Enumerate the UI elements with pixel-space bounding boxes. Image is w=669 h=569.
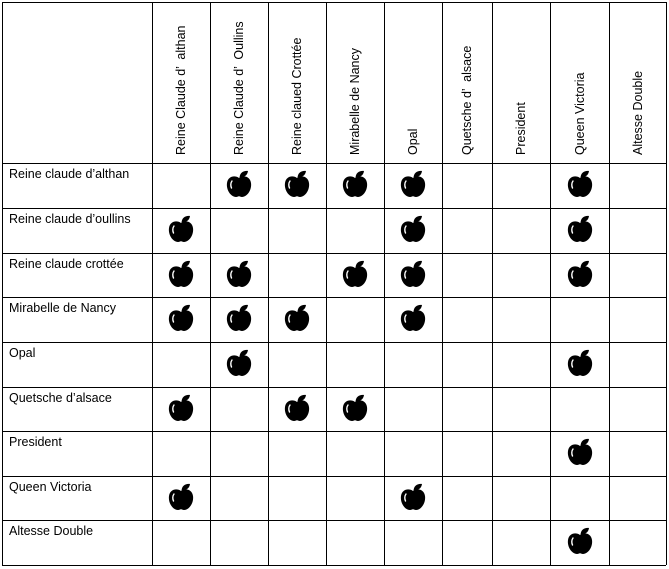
grid-line-horizontal [2,2,666,3]
row-label: Queen Victoria [9,480,92,494]
fruit-icon [340,259,370,289]
column-header-label: President [514,102,528,155]
fruit-icon [282,393,312,423]
fruit-icon [224,348,254,378]
grid-line-horizontal [2,253,666,254]
grid-line-horizontal [2,163,666,164]
grid-line-vertical [666,2,667,565]
column-header-label: Mirabelle de Nancy [348,48,362,155]
row-label: Reine claude d’oullins [9,212,131,226]
grid-line-horizontal [2,476,666,477]
fruit-icon [340,393,370,423]
grid-line-horizontal [2,342,666,343]
fruit-icon [565,526,595,556]
fruit-icon [565,348,595,378]
grid-line-vertical [492,2,493,565]
column-header-label: Reine Claude d’ Oullins [232,21,246,155]
fruit-icon [166,482,196,512]
fruit-icon [565,437,595,467]
fruit-icon [565,259,595,289]
fruit-icon [398,303,428,333]
grid-line-horizontal [2,297,666,298]
row-label: Quetsche d’alsace [9,391,112,405]
fruit-icon [398,169,428,199]
fruit-icon [340,169,370,199]
column-header-label: Queen Victoria [572,72,587,155]
column-header-label: Reine Claude d’ althan [174,25,188,155]
fruit-icon [565,214,595,244]
fruit-icon [398,214,428,244]
grid-line-horizontal [2,565,666,566]
fruit-icon [565,169,595,199]
grid-line-vertical [2,2,3,565]
grid-line-vertical [384,2,385,565]
fruit-icon [224,169,254,199]
grid-line-vertical [210,2,211,565]
grid-line-vertical [550,2,551,565]
fruit-icon [166,259,196,289]
fruit-icon [282,303,312,333]
column-header-label: Altesse Double [630,70,645,155]
grid-line-vertical [326,2,327,565]
fruit-icon [166,393,196,423]
grid-line-vertical [152,2,153,565]
row-label: Reine claude d’althan [9,167,130,181]
grid-line-vertical [609,2,610,565]
fruit-icon [398,482,428,512]
fruit-icon [224,259,254,289]
row-label: Altesse Double [9,524,94,538]
column-header-label: Opal [406,128,420,155]
grid-line-horizontal [2,387,666,388]
column-header-label: Quetsche d’ alsace [460,45,474,155]
grid-line-vertical [442,2,443,565]
fruit-icon [398,259,428,289]
grid-line-horizontal [2,520,666,521]
row-label: President [9,435,62,449]
fruit-icon [282,169,312,199]
grid-line-horizontal [2,431,666,432]
row-label: Reine claude crottée [9,257,124,271]
fruit-icon [224,303,254,333]
grid-line-horizontal [2,208,666,209]
column-header-label: Reine claued Crottée [290,37,304,155]
fruit-icon [166,303,196,333]
row-label: Opal [9,346,36,360]
fruit-icon [166,214,196,244]
row-label: Mirabelle de Nancy [9,301,116,315]
grid-line-vertical [268,2,269,565]
